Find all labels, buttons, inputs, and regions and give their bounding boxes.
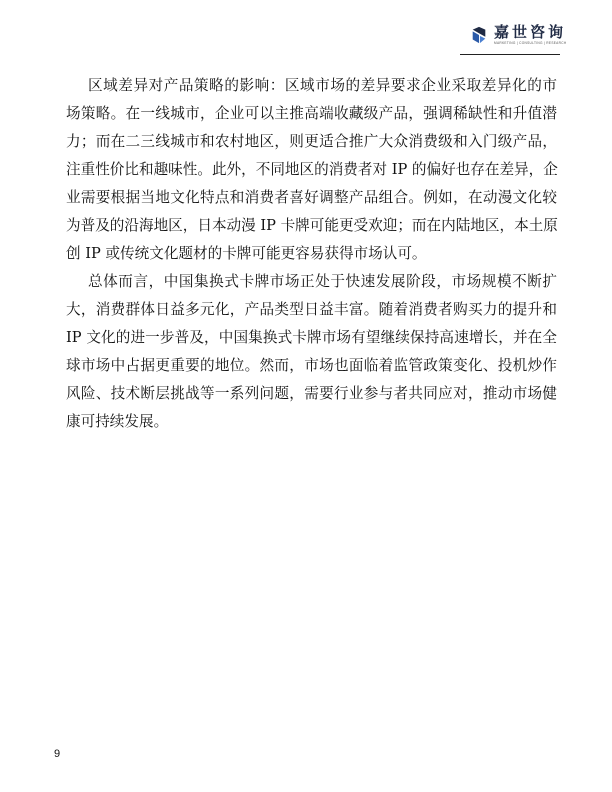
text-line: IP 文化的进一步普及，中国集换式卡牌市场有望继续保持高速增长，并在全	[66, 329, 557, 346]
logo-mark-icon	[470, 26, 488, 44]
logo-tagline: MARKETING | CONSULTING | RESEARCH	[494, 41, 567, 45]
text-line: 创 IP 或传统文化题材的卡牌可能更容易获得市场认可。	[66, 245, 427, 262]
paragraph-summary	[66, 268, 557, 436]
text-line: 大，消费群体日益多元化，产品类型日益丰富。随着消费者购买力的提升和	[66, 301, 557, 318]
text-line: 总体而言，中国集换式卡牌市场正处于快速发展阶段，市场规模不断扩	[88, 273, 557, 290]
document-body	[66, 72, 557, 436]
paragraph-regional-differences	[66, 72, 557, 268]
page-number: 9	[54, 748, 61, 760]
text-line: 业需要根据当地文化特点和消费者喜好调整产品组合。例如，在动漫文化较	[66, 189, 557, 206]
text-line: 场策略。在一线城市，企业可以主推高端收藏级产品，强调稀缺性和升值潜	[66, 105, 557, 122]
text-line: 康可持续发展。	[66, 413, 169, 430]
text-line: 区域差异对产品策略的影响：区域市场的差异要求企业采取差异化的市	[88, 77, 557, 94]
header-divider	[460, 54, 560, 55]
logo-name: 嘉世咨询	[494, 23, 567, 41]
text-line: 注重性价比和趣味性。此外，不同地区的消费者对 IP 的偏好也存在差异，企	[66, 161, 558, 178]
company-logo	[470, 24, 566, 46]
text-line: 为普及的沿海地区，日本动漫 IP 卡牌可能更受欢迎；而在内陆地区，本土原	[66, 217, 558, 234]
text-line: 风险、技术断层挑战等一系列问题，需要行业参与者共同应对，推动市场健	[66, 385, 557, 402]
text-line: 力；而在二三线城市和农村地区，则更适合推广大众消费级和入门级产品，	[66, 133, 557, 150]
text-line: 球市场中占据更重要的地位。然而，市场也面临着监管政策变化、投机炒作	[66, 357, 557, 374]
